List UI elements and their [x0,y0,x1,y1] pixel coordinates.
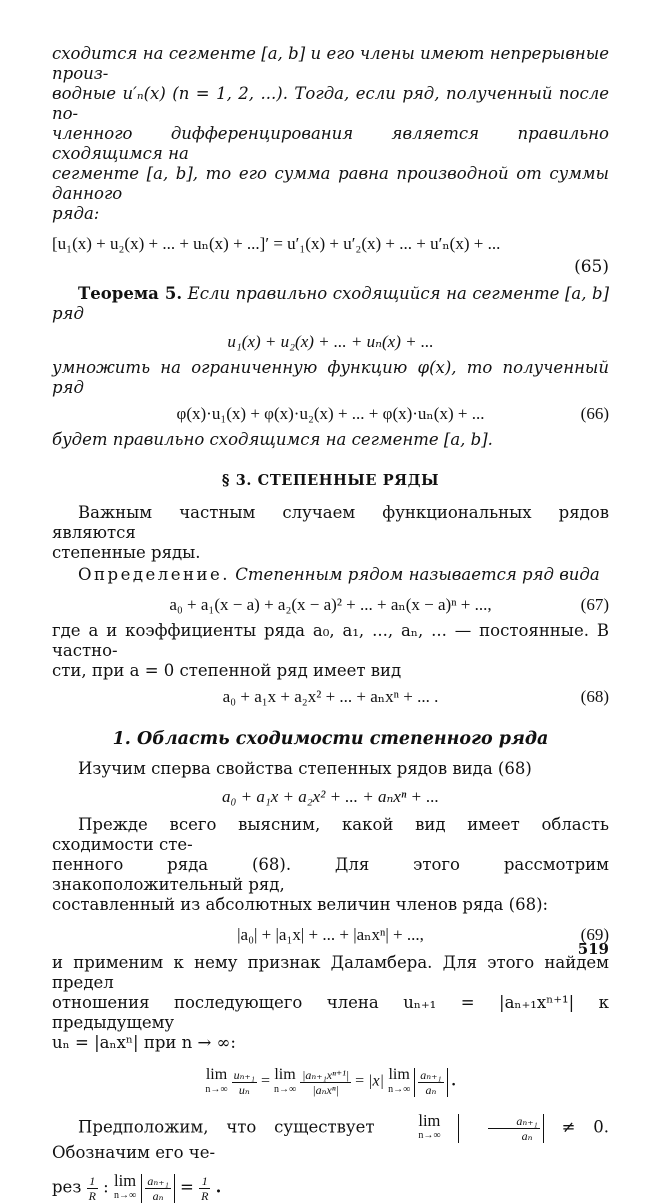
section-paragraph [52,621,609,681]
fraction: $\frac{\text{aₙ₊₁}}{\text{aₙ}}$ [420,1067,442,1097]
absolute-value [414,1068,447,1097]
text-line: Прежде всего выясним, какой вид имеет область сходимости сте- [52,815,609,854]
absolute-value [141,1174,174,1203]
equation-formula: |a₀| + |a₁x| + ... + |aₙxⁿ| + ..., [237,925,424,944]
text-line: где a и коэффициенты ряда a₀, a₁, ..., aₙ, ... — постоянные. В частно- [52,621,609,660]
theorem-text: будет правильно сходящимся на сегменте [a, b]. [52,430,493,449]
equation-number: (69) [580,925,609,944]
limit: lim n→∞ [418,1111,441,1141]
theorem-continuation [52,44,609,224]
equation-67 [52,593,609,617]
subsection-paragraph [52,815,609,915]
theorem-text: Если правильно сходящийся на сегменте [a, b] ряд [52,284,610,323]
equation-number: (67) [580,595,609,614]
fraction: $\frac{\text{uₙ₊₁}}{\text{uₙ}}$ [233,1067,255,1097]
definition-text: Степенным рядом называется ряд вида [235,565,600,584]
limit-equation: lim n→∞ $\frac{\text{uₙ₊₁}}{\text{uₙ}}$ = lim n→∞ $\frac{\text{|aₙ₊₁xⁿ⁺¹|}}{\text{|aₙxⁿ|}}$ = |x| lim n→∞ $\frac{\text{aₙ₊₁}}{\text{aₙ}}$ . [205,1066,456,1097]
text-line: сегменте [a, b], то его сумма равна производной от суммы данного [52,164,609,203]
section-title: § 3. СТЕПЕННЫЕ РЯДЫ [221,472,440,489]
equation-68 [52,685,609,709]
fraction: $\frac{1}{R}$ [88,1173,96,1203]
absolute-value [458,1114,543,1143]
text-line: Предположим, что существует lim n→∞ $\frac{\text{aₙ₊₁}}{\text{aₙ}}$ ≠ 0. Обозначим его че- [52,1111,609,1162]
text-line: сти, при a = 0 степенной ряд имеет вид [52,661,402,680]
equation-65 [52,232,609,256]
text-line: uₙ = |aₙxⁿ| при n → ∞: [52,1033,236,1052]
fraction: $\frac{\text{aₙ₊₁}}{\text{aₙ}}$ [147,1173,169,1203]
text-line: степенные ряды. [52,543,201,562]
definition [52,565,609,585]
limit: lim n→∞ [273,1066,297,1095]
equation-number: (68) [580,687,609,706]
equation-number: (65) [574,257,609,277]
theorem-label: Теорема 5. [78,284,183,303]
text-line: рез $\frac{1}{R}$ : lim n→∞ $\frac{\text{aₙ₊₁}}{\text{aₙ}}$ = $\frac{1}{R}$ . [52,1171,222,1203]
limit: lim n→∞ [205,1066,228,1095]
text-line: водные u′ₙ(x) (n = 1, 2, ...). Тогда, если ряд, полученный после по- [52,84,609,123]
text-line: членного дифференцирования является правильно сходящимся на [52,124,609,163]
subsection-paragraph [52,953,609,1053]
equation-formula: a₀ + a₁(x − a) + a₂(x − a)² + ... + aₙ(x − a)ⁿ + ..., [169,595,492,614]
text-line: отношения последующего члена uₙ₊₁ = |aₙ₊₁xⁿ⁺¹| к предыдущему [52,993,609,1032]
equation-66 [52,402,609,426]
theorem-text: умножить на ограниченную функцию φ(x), то полученный ряд [52,358,609,397]
theorem-formula: u₁(x) + u₂(x) + ... + uₙ(x) + ... [227,332,434,351]
text-line: ряда: [52,204,100,223]
text-line: пенного ряда (68). Для этого рассмотрим знакоположительный ряд, [52,855,609,894]
section-paragraph [52,503,609,563]
text-line: и применим к нему признак Даламбера. Для этого найдем предел [52,953,609,992]
page-number: 519 [577,940,609,958]
equation-formula: a₀ + a₁x + a₂x² + ... + aₙxⁿ + ... . [222,687,439,706]
equation-formula: φ(x)·u₁(x) + φ(x)·u₂(x) + ... + φ(x)·uₙ(x) + ... [176,404,485,423]
definition-label: Определение. [78,565,231,584]
subsection-title: 1. Область сходимости степенного ряда [112,729,549,749]
fraction: $\frac{\text{|aₙ₊₁xⁿ⁺¹|}}{\text{|aₙxⁿ|}}$ [302,1067,350,1097]
text-line: составленный из абсолютных величин членов ряда (68): [52,895,549,914]
limit: lim n→∞ [113,1171,137,1201]
fraction: $\frac{\text{aₙ₊₁}}{\text{aₙ}}$ [488,1114,539,1143]
text-line: Изучим сперва свойства степенных рядов вида (68) [78,759,532,778]
text-line: сходится на сегменте [a, b] и его члены имеют непрерывные произ- [52,44,609,83]
fraction: $\frac{1}{R}$ [201,1173,209,1203]
limit: lim n→∞ [388,1066,411,1095]
theorem-5 [52,284,609,324]
equation-number: (66) [580,404,609,423]
equation-69 [52,923,609,947]
equation-formula: [u₁(x) + u₂(x) + ... + uₙ(x) + ...]′ = u′₁(x) + u′₂(x) + ... + u′ₙ(x) + ... [52,234,501,253]
text-line: Важным частным случаем функциональных рядов являются [52,503,609,542]
series-formula: a₀ + a₁x + a₂x² + ... + aₙxⁿ + ... [221,787,440,806]
